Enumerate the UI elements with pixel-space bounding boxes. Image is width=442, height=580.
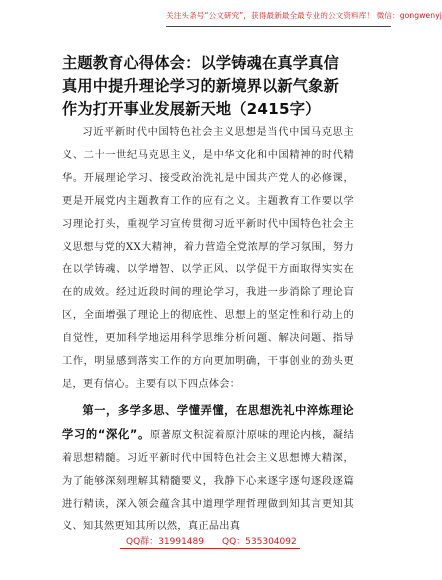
paragraph-section-1 (62, 400, 354, 539)
document-title: 主题教育心得体会：以学铸魂在真学真信真用中提升理论学习的新境界以新气象新作为打开事业发展新天地（2415字） (62, 54, 339, 118)
section-1-heading: 第一，多学多思、学懂弄懂，在思想洗礼中淬炼理论学习的“深化”。 (62, 403, 354, 441)
qq-group-number: QQ群：31991489 (126, 537, 204, 547)
page-footer (0, 534, 408, 548)
promo-banner-text: 关注头条号“公文研究”，获得最新最全最专业的公文资料库！ 微信：gongwenyj (166, 11, 442, 20)
qq-contact-number: QQ：535304092 (222, 537, 297, 547)
document-body (62, 122, 354, 539)
page-header (166, 8, 442, 27)
section-1-text: 原著原文积淀着原汁原味的理论内核，凝结着思想精髓。习近平新时代中国特色社会主义思想博大精深，为了能够深刻理解其精髓要义，我静下心来逐字逐句逐段逐篇进行精读，深入领会蕴含其中道理学理哲理做到知其言更知其义、知其然更知其所以然，真正品出真 (62, 429, 354, 533)
footer-divider (120, 548, 300, 549)
paragraph-intro: 习近平新时代中国特色社会主义思想是当代中国马克思主义、二十一世纪马克思主义，是中华文化和中国精神的时代精华。开展理论学习、接受政治洗礼是中国共产党人的必修课，更是开展党内主题教育工作的应有之义。主题教育工作要以学习理论打头，重视学习宣传贯彻习近平新时代中国特色社会主义思想与党的XX大精神，着力营造全党浓厚的学习氛围，努力在以学铸魂、以学增智、以学正风、以学促干方面取得实实在在的成效。经过近段时间的理论学习，我进一步消除了理论盲区，全面增强了理论上的彻底性、思想上的坚定性和行动上的自觉性，更加科学地运用科学思维分析问题、解决问题、指导工作，明显感到落实工作的方向更加明确，干事创业的劲头更足，更有信心。主要有以下四点体会： (62, 127, 354, 390)
